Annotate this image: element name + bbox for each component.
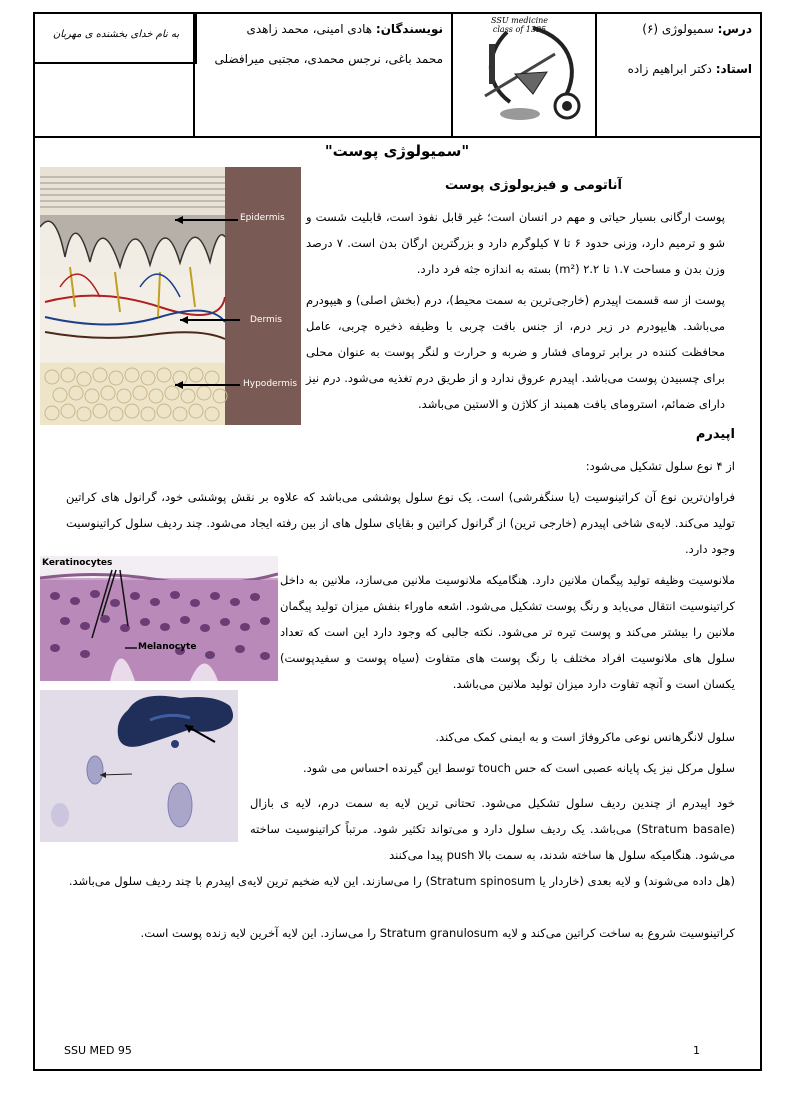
logo-caption-line1: SSU medicine [491,16,549,25]
langerhans-illustration [40,690,238,842]
epidermis-layers-paragraph-1: خود اپیدرم از چندین ردیف سلول تشکیل می‌شود. تحتانی ترین لایه به سمت درم، لایه ی بازال (Stratum basale) می‌باشد. یک ردیف سلول دارد و می‌تواند تکثیر شود. مرتباً کراتینوسیت ساخته می‌شود. هنگامیکه سلول ها ساخته شدند، به سمت بالا push پیدا می‌کنند [250,796,735,862]
granulosum-paragraph: کراتینوسیت شروع به ساخت کراتین می‌کند و لایه Stratum granulosum را می‌سازد. این لایه آخرین لایه زنده پوست است. [140,926,735,940]
epidermis-label: Epidermis [240,213,285,223]
anatomy-paragraph-1: پوست ارگانی بسیار حیاتی و مهم در انسان است؛ غیر قابل نفوذ است، قابلیت شست و شو و ترمیم دارد، وزنی حدود ۶ تا ۷ کیلوگرم دارد و بزرگترین ارگان بدن است. ۷ درصد وزن بدن و مساحت ۱.۷ تا ۲.۲ (m²) بسته به اندازه جثه فرد دارد. [306,210,726,276]
hypodermis-label: Hypodermis [243,379,298,389]
document-title: "سمیولوژی پوست" [324,142,470,160]
epidermis-intro: از ۴ نوع سلول تشکیل می‌شود: [585,459,735,473]
anatomy-heading: آناتومی و فیزیولوژی پوست [444,178,622,193]
instructor-label: استاد: [715,62,752,76]
authors-line2: محمد باغی، نرجس محمدی، مجتبی میرافضلی [214,52,443,66]
page-number: 1 [693,1044,700,1057]
dermis-label: Dermis [250,315,282,325]
melanocyte-label: Melanocyte [138,642,197,652]
authors-line1 [246,22,443,36]
keratinocyte-paragraph: فراوان‌ترین نوع آن کراتینوسیت (یا سنگفرشی) است. یک نوع سلول پوششی می‌باشد که علاوه بر نقش پوششی خود، گرانول های کراتین تولید می‌کند. لایه‌ی شاخی اپیدرم (خارجی ترین) از گرانول کراتین و بقایای سلول های از بین رفته ایجاد می‌شود. چند ردیف سلول کراتینوسیت وجود دارد. [66,490,735,556]
langerhans-paragraph: سلول لانگرهانس نوعی ماکروفاژ است و به ایمنی کمک می‌کند. [435,730,735,744]
epidermis-heading: اپیدرم [695,427,735,442]
bismillah-cell [33,12,193,136]
merkel-paragraph: سلول مرکل نیز یک پایانه عصبی است که حس touch توسط این گیرنده احساس می شود. [302,761,735,775]
melanocyte-paragraph: ملانوسیت وظیفه تولید پیگمان ملانین دارد. هنگامیکه ملانوسیت ملانین می‌سازد، ملانین به داخل کراتینوسیت انتقال می‌یابد و رنگ پوست تشکیل می‌شود. اشعه ماوراء بنفش میزان تولید پیگمان ملانین را بیشتر می‌کند و پوست تیره تر می‌شود. نکته جالبی که وجود دارد این است که تعداد سلول های ملانوسیت افراد مختلف با رنگ پوست های متفاوت (سیاه پوست و سفیدپوست) یکسان است و آنچه تفاوت دارد میزان تولید ملانین می‌باشد. [280,573,735,691]
bismillah-box [35,12,197,64]
bismillah-text: به نام خدای بخشنده ی مهربان [52,29,180,40]
stethoscope-logo-icon [455,14,595,134]
course-line [642,22,752,36]
course-label: درس: [717,22,752,36]
instructor-line [628,62,752,76]
keratinocytes-label: Keratinocytes [42,558,113,568]
skin-layers-figure [40,167,301,425]
instructor-value: دکتر ابراهیم زاده [627,62,716,76]
course-value: سمیولوژی (۶) [642,22,718,36]
logo-caption-line2: class of 1395 [492,25,547,34]
epidermis-layers-paragraph-2: (هل داده می‌شوند) و لایه بعدی (خاردار یا Stratum spinosum) را می‌سازند. این لایه ضخیم ترین لایه‌ی اپیدرم با چند ردیف سلول می‌باشد. [68,874,735,888]
header-table [33,12,762,138]
langerhans-figure [40,690,238,842]
histology-figure [40,556,278,681]
footer-course-code: SSU MED 95 [64,1044,132,1057]
authors-label: نویسندگان: [375,22,443,36]
anatomy-paragraph-2: پوست از سه قسمت اپیدرم (خارجی‌ترین به سمت محیط)، درم (بخش اصلی) و هیپودرم می‌باشد. هایپودرم در زیر درم، از جنس بافت چربی با وظیفه ذخیره چربی، عامل محافظت کننده در برابر ترومای فشار و ضربه و حرارت و لنگر پوست به عنوان محلی برای چسبیدن پوست می‌باشد. اپیدرم عروق ندارد و از طریق درم تغذیه می‌شود. درم نیز دارای ضمائم، استرومای بافت همبند از کلاژن و الاستین می‌باشد. [306,293,725,411]
histology-illustration [40,556,278,681]
authors-names1: هادی امینی، محمد زاهدی [246,22,376,36]
authors-cell [193,12,451,136]
logo-cell [451,12,595,136]
course-cell [595,12,760,136]
